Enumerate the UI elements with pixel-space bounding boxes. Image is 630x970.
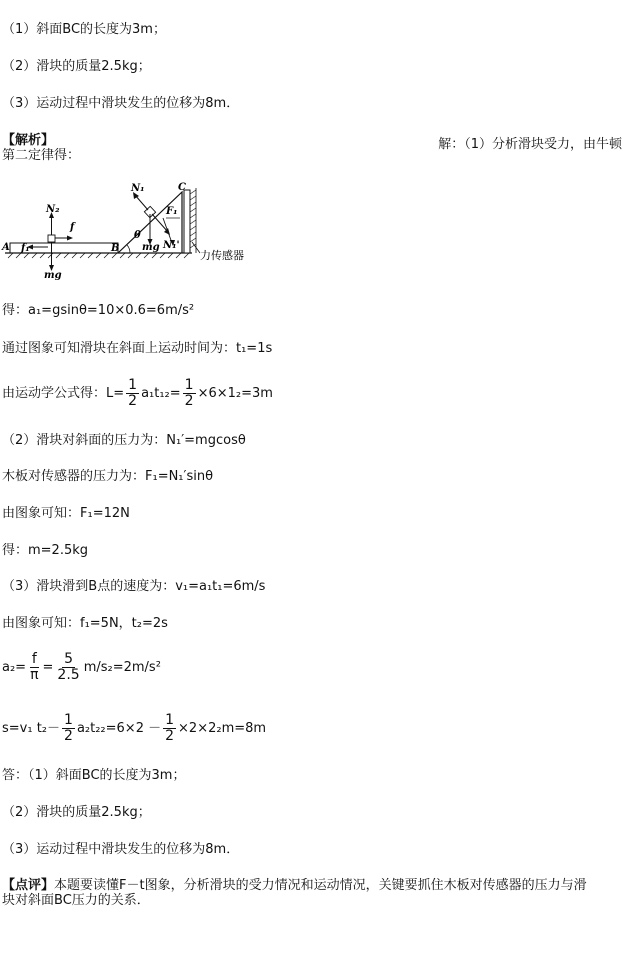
fraction-num: 1 [165,712,175,728]
line-a1: 得：a₁=gsinθ=10×0.6=6m/s² [2,303,195,318]
answer-line-1: （1）斜面BC的长度为3m； [2,22,166,37]
comment-line-2: 块对斜面BC压力的关系． [2,893,150,908]
line-L [2,377,273,411]
fraction-5-2.5 [55,652,81,683]
final-answer-1: 答：（1）斜面BC的长度为3m； [2,768,186,783]
comment-tag: 【点评】 [2,878,55,893]
line-m: 得：m=2.5kg [2,543,89,558]
label-C: C [178,182,186,193]
fraction-num: f [31,651,37,667]
label-N2: N₂ [46,204,60,215]
fraction-den: π [30,667,39,683]
final-answer-2: （2）滑块的质量2.5kg； [2,805,151,820]
analysis-intro-left: 第二定律得： [2,148,81,163]
label-sensor: 力传感器 [200,249,244,262]
analysis-intro-right: 解：（1）分析滑块受力，由牛顿 [438,137,622,152]
line-f1-t2: 由图象可知：f₁=5N，t₂=2s [2,616,168,631]
line-L-prefix: 由运动学公式得：L= [2,386,125,401]
line-s-suffix: ×2×2₂m=8m [178,721,267,736]
line-a2-prefix: a₂= [2,660,27,675]
line-a2-suffix: m/s₂=2m/s² [83,660,161,675]
fraction-half-4 [163,713,176,744]
fraction-num: 1 [128,377,138,393]
line-N1p: （2）滑块对斜面的压力为：N₁′=mgcosθ [2,433,246,448]
line-F1-value: 由图象可知：F₁=12N [2,506,130,521]
label-f1: f₁ [21,243,30,254]
label-theta: θ [134,230,141,241]
fraction-den: 2.5 [57,667,80,683]
fraction-den: 2 [128,393,138,409]
fraction-den: 2 [165,728,175,744]
answer-line-3: （3）运动过程中滑块发生的位移为8m． [2,96,240,111]
analysis-tag: 【解析】 [2,133,55,148]
line-F1: 木板对传感器的压力为：F₁=N₁′sinθ [2,469,214,484]
label-f: f [70,222,75,233]
line-L-mid: a₁t₁₂= [141,386,181,401]
label-N1-prime: N₁' [163,240,180,251]
final-answer-3: （3）运动过程中滑块发生的位移为8m． [2,842,240,857]
label-mg-right: mg [142,242,160,253]
force-diagram [0,180,260,280]
label-A: A [2,242,10,253]
fraction-den: 2 [64,728,73,744]
label-N1: N₁ [131,183,145,194]
label-mg-left: mg [44,270,62,280]
fraction-den: 2 [184,393,194,409]
fraction-half-3 [62,713,75,744]
fraction-f-m [28,652,40,683]
line-a2: a₂= $\frac{f}{\pi}$ = $\frac{5}{2.5}$ m/s₂=2m/s² [2,651,161,683]
comment-text-1: 本题要读懂F－t图象，分析滑块的受力情况和运动情况，关键要抓住木板对传感器的压力与滑 [54,878,587,893]
line-s-mid: a₂t₂₂=6×2 － [76,721,162,736]
line-L-suffix: ×6×1₂=3m [197,386,273,401]
line-v1: （3）滑块滑到B点的速度为：v₁=a₁t₁=6m/s [2,579,266,594]
label-B: B [111,243,120,254]
fraction-half-1 [126,378,139,409]
line-t1: 通过图象可知滑块在斜面上运动时间为：t₁=1s [2,341,273,356]
fraction-num: 1 [184,377,194,393]
line-s [2,712,266,746]
fraction-num: 1 [64,712,73,728]
label-F1: F₁ [166,206,178,217]
comment-line-1 [2,878,587,894]
fraction-half-2 [183,378,196,409]
answer-line-2: （2）滑块的质量2.5kg； [2,59,151,74]
line-s-prefix: s=v₁ t₂－ [2,721,61,736]
fraction-num: 5 [64,651,74,667]
